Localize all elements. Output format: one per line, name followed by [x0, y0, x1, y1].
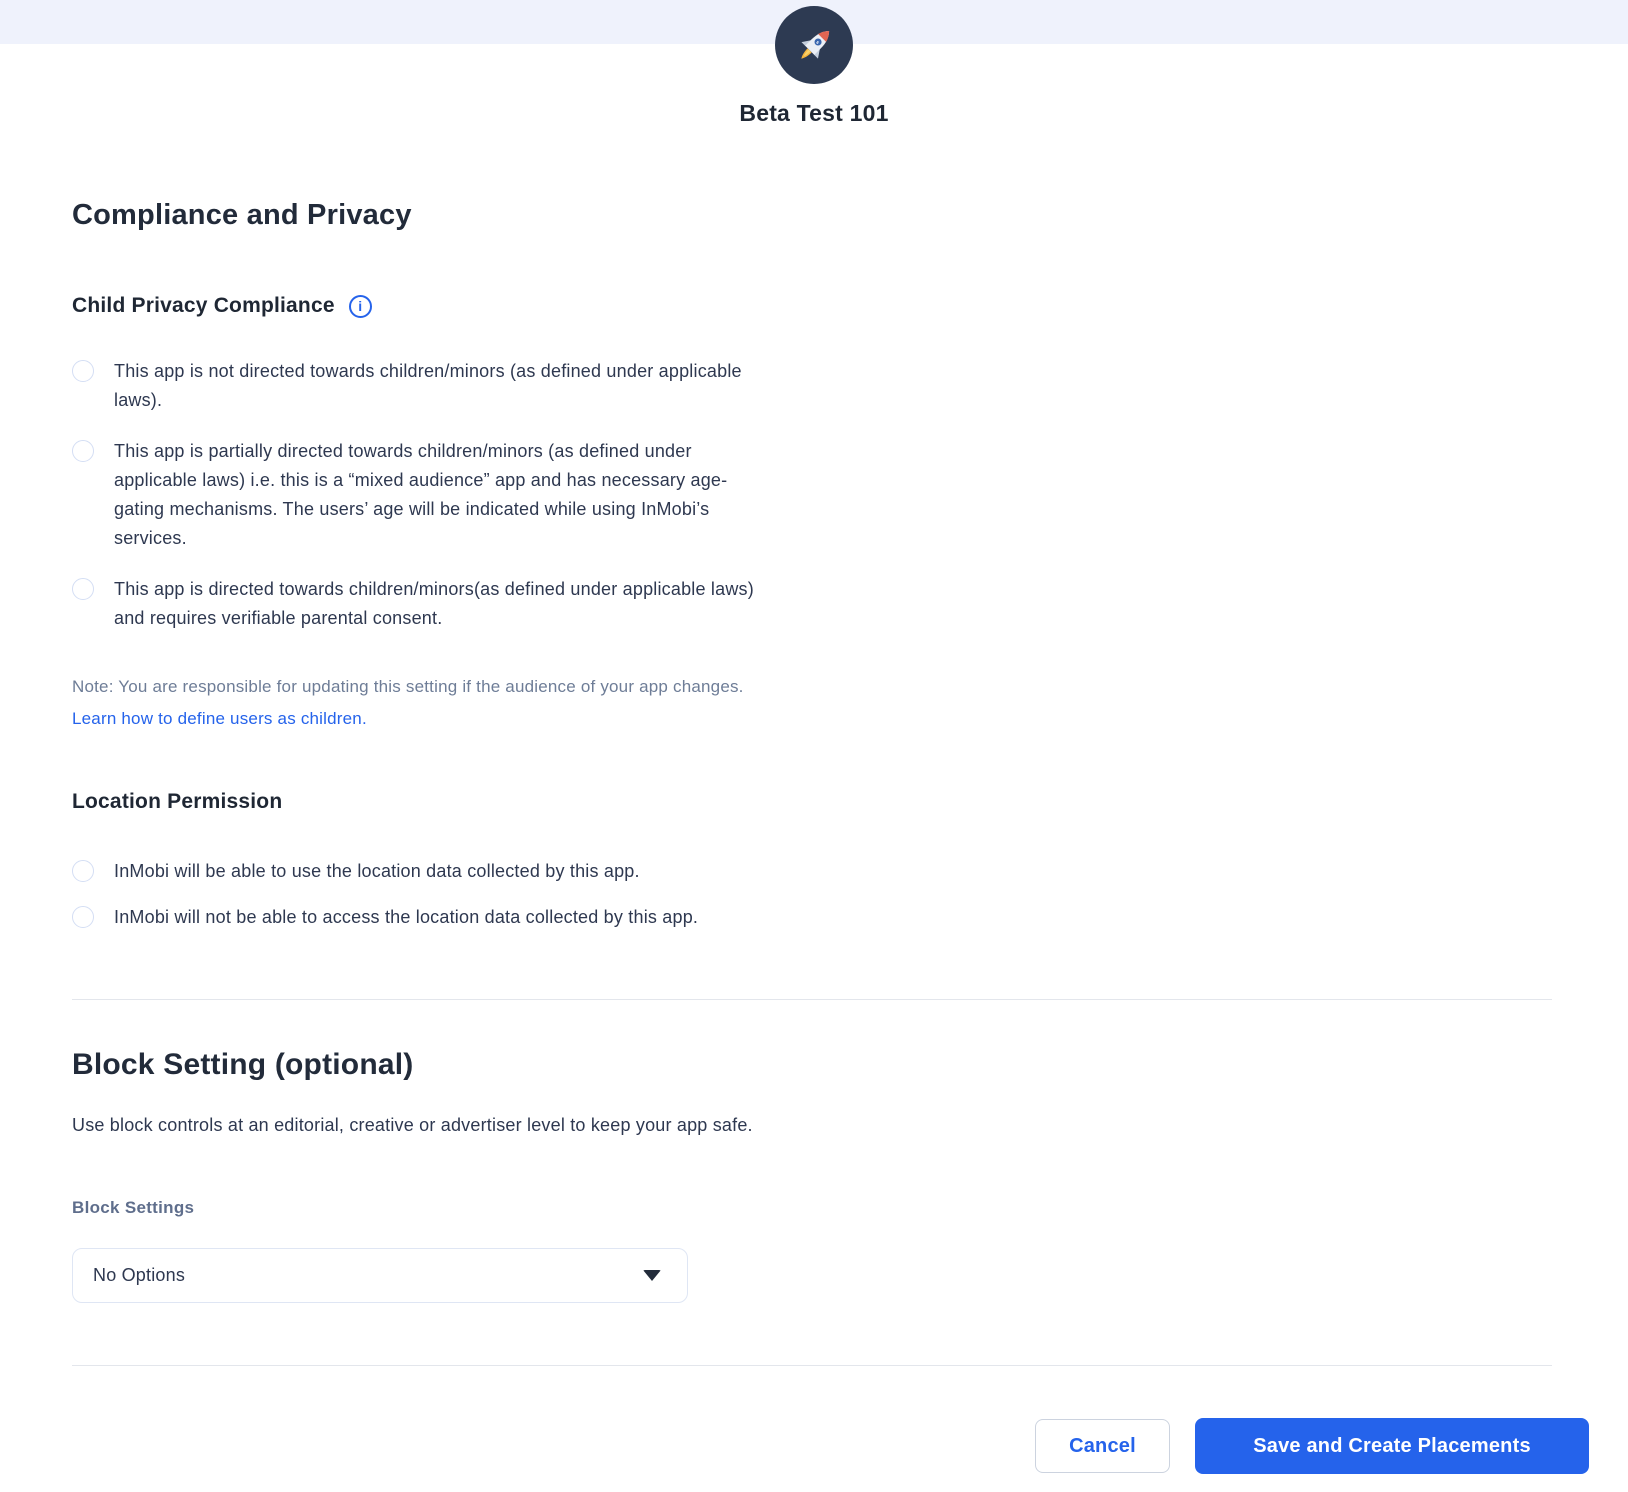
- radio-button[interactable]: [72, 906, 94, 928]
- app-title: Beta Test 101: [739, 100, 889, 126]
- child-privacy-heading: Child Privacy Compliance: [72, 294, 335, 317]
- location-permission-radio-group: [72, 857, 1552, 932]
- app-avatar: [775, 6, 853, 84]
- radio-button[interactable]: [72, 440, 94, 462]
- save-and-create-placements-button[interactable]: Save and Create Placements: [1195, 1418, 1589, 1474]
- radio-option-label: This app is directed towards children/minors(as defined under applicable laws) and requires verifiable parental consent.: [114, 579, 754, 628]
- radio-option-directed[interactable]: [72, 575, 1552, 633]
- section-divider: [72, 999, 1552, 1000]
- svg-text:s: s: [814, 40, 820, 46]
- footer-divider: [72, 1365, 1552, 1366]
- compliance-privacy-heading: Compliance and Privacy: [72, 199, 412, 231]
- radio-option-location-deny[interactable]: [72, 903, 1552, 932]
- block-settings-label: Block Settings: [72, 1198, 195, 1217]
- radio-option-label: This app is partially directed towards children/minors (as defined under applicable laws) i.e. this is a “mixed audience” app and has necessary age-gating mechanisms. The users’ age will be indicated while using InMobi’s services.: [114, 441, 728, 548]
- radio-option-location-allow[interactable]: [72, 857, 1552, 886]
- radio-button[interactable]: [72, 360, 94, 382]
- learn-children-link[interactable]: Learn how to define users as children.: [72, 709, 367, 728]
- block-setting-heading: Block Setting (optional): [72, 1048, 414, 1081]
- radio-option-label: This app is not directed towards children/minors (as defined under applicable laws).: [114, 361, 742, 410]
- rocket-icon: [789, 20, 839, 70]
- info-icon[interactable]: i: [349, 295, 372, 318]
- child-privacy-heading-row: [72, 291, 1552, 321]
- chevron-down-icon: [643, 1270, 661, 1281]
- child-privacy-radio-group: [72, 357, 1552, 633]
- radio-option-not-directed[interactable]: [72, 357, 1552, 415]
- cancel-button[interactable]: Cancel: [1035, 1419, 1170, 1473]
- radio-button[interactable]: [72, 860, 94, 882]
- radio-button[interactable]: [72, 578, 94, 600]
- main-content: [0, 197, 1628, 1474]
- footer-actions: [72, 1418, 1589, 1474]
- radio-option-label: InMobi will not be able to access the location data collected by this app.: [114, 907, 699, 927]
- dropdown-selected-value: No Options: [93, 1265, 186, 1285]
- child-privacy-note: Note: You are responsible for updating this setting if the audience of your app changes.: [72, 677, 744, 696]
- block-settings-dropdown[interactable]: [72, 1248, 688, 1303]
- radio-option-partially-directed[interactable]: [72, 437, 1552, 553]
- location-permission-heading: Location Permission: [72, 790, 283, 813]
- radio-option-label: InMobi will be able to use the location data collected by this app.: [114, 861, 640, 881]
- block-setting-description: Use block controls at an editorial, creative or advertiser level to keep your app safe.: [72, 1115, 753, 1135]
